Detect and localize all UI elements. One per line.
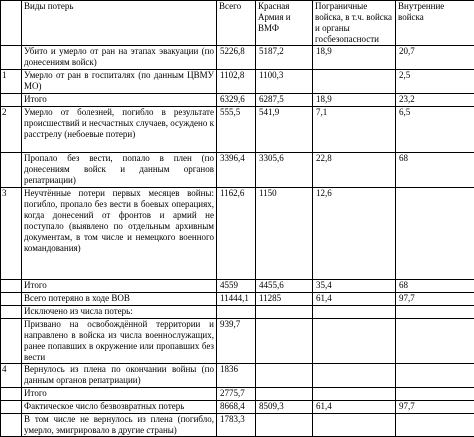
army-cell	[256, 319, 313, 364]
row-label: В том числе не вернулось из плена (погибло, умерло, эмигрировало в другие страны)	[22, 414, 217, 437]
total-cell: 1836	[217, 364, 256, 388]
army-cell: 4455,6	[256, 280, 313, 293]
border-cell: 22,8	[313, 153, 396, 188]
border-cell	[313, 388, 396, 401]
total-cell: 1102,8	[217, 70, 256, 94]
army-cell	[256, 364, 313, 388]
table-row	[1, 364, 474, 388]
table-row	[1, 293, 474, 306]
header-total: Всего	[217, 1, 256, 46]
internal-cell: 97,7	[396, 401, 474, 414]
table-row	[1, 94, 474, 107]
row-label: Фактическое число безвозвратных потерь	[22, 401, 217, 414]
total-cell: 11444,1	[217, 293, 256, 306]
table-row	[1, 153, 474, 188]
total-cell: 1783,3	[217, 414, 256, 437]
row-label: Неучтённые потери первых месяцев войны: погибло, пропало без вести в боевых операциях, когда донесений от фронтов и армий не поступало (выявлено по отдельным архивным документам, в том числе и немецкого военного командования)	[22, 188, 217, 280]
row-index: 1	[1, 70, 22, 94]
row-label: Всего потеряно в ходе ВОВ	[22, 293, 217, 306]
army-cell: 3305,6	[256, 153, 313, 188]
header-row	[1, 1, 474, 46]
row-label: Умерло от болезней, погибло в результате происшествий и несчастных случаев, осуждено к расстрелу (небоевые потери)	[22, 107, 217, 153]
internal-cell: 23,2	[396, 94, 474, 107]
table-row	[1, 188, 474, 280]
row-index	[1, 153, 22, 188]
row-index	[1, 306, 22, 319]
border-cell: 18,9	[313, 94, 396, 107]
table-row	[1, 70, 474, 94]
row-index	[1, 401, 22, 414]
table-row	[1, 107, 474, 153]
internal-cell	[396, 319, 474, 364]
border-cell	[313, 364, 396, 388]
row-label: Итого	[22, 388, 217, 401]
army-cell	[256, 414, 313, 437]
header-army: Красная Армия и ВМФ	[256, 1, 313, 46]
total-cell	[217, 306, 256, 319]
table-row	[1, 388, 474, 401]
row-label: Итого	[22, 280, 217, 293]
internal-cell: 20,7	[396, 46, 474, 70]
total-cell: 5226,8	[217, 46, 256, 70]
army-cell: 6287,5	[256, 94, 313, 107]
border-cell	[313, 414, 396, 437]
row-index	[1, 293, 22, 306]
internal-cell	[396, 388, 474, 401]
army-cell: 11285	[256, 293, 313, 306]
total-cell: 4559	[217, 280, 256, 293]
total-cell: 939,7	[217, 319, 256, 364]
header-border: Пограничные войска, в т.ч. войска и органы госбезопасности	[313, 1, 396, 46]
header-internal: Внутренние войска	[396, 1, 474, 46]
row-label: Умерло от ран в госпиталях (по данным ЦВМУ МО)	[22, 70, 217, 94]
army-cell: 541,9	[256, 107, 313, 153]
internal-cell: 2,5	[396, 70, 474, 94]
total-cell: 2775,7	[217, 388, 256, 401]
row-label: Пропало без вести, попало в плен (по донесениям войск и данным органов репатриации)	[22, 153, 217, 188]
total-cell: 3396,4	[217, 153, 256, 188]
total-cell: 8668,4	[217, 401, 256, 414]
table-row	[1, 280, 474, 293]
row-index	[1, 414, 22, 437]
army-cell	[256, 388, 313, 401]
internal-cell	[396, 188, 474, 280]
table-row	[1, 46, 474, 70]
row-index	[1, 94, 22, 107]
row-index	[1, 280, 22, 293]
internal-cell: 68	[396, 280, 474, 293]
row-index: 4	[1, 364, 22, 388]
border-cell: 61,4	[313, 401, 396, 414]
border-cell	[313, 70, 396, 94]
internal-cell	[396, 306, 474, 319]
row-label: Исключено из числа потерь:	[22, 306, 217, 319]
total-cell: 6329,6	[217, 94, 256, 107]
border-cell: 7,1	[313, 107, 396, 153]
border-cell: 35,4	[313, 280, 396, 293]
table-row	[1, 401, 474, 414]
row-index	[1, 388, 22, 401]
total-cell: 555,5	[217, 107, 256, 153]
table-row	[1, 306, 474, 319]
army-cell: 1100,3	[256, 70, 313, 94]
border-cell: 18,9	[313, 46, 396, 70]
border-cell	[313, 306, 396, 319]
internal-cell: 97,7	[396, 293, 474, 306]
army-cell: 1150	[256, 188, 313, 280]
border-cell: 12,6	[313, 188, 396, 280]
internal-cell: 68	[396, 153, 474, 188]
internal-cell	[396, 414, 474, 437]
border-cell	[313, 319, 396, 364]
internal-cell: 6,5	[396, 107, 474, 153]
header-index-cell	[1, 1, 22, 46]
table-row	[1, 319, 474, 364]
row-index	[1, 319, 22, 364]
row-index: 2	[1, 107, 22, 153]
army-cell: 8509,3	[256, 401, 313, 414]
army-cell	[256, 306, 313, 319]
row-label: Призвано на освобождённой территории и направлено в войска из числа военнослужащих, ранее попавших в окружение или пропавших без вести	[22, 319, 217, 364]
row-index: 3	[1, 188, 22, 280]
total-cell: 1162,6	[217, 188, 256, 280]
row-index	[1, 46, 22, 70]
row-label: Убито и умерло от ран на этапах эвакуации (по донесениям войск)	[22, 46, 217, 70]
border-cell: 61,4	[313, 293, 396, 306]
table-row	[1, 414, 474, 437]
row-label: Итого	[22, 94, 217, 107]
header-types: Виды потерь	[22, 1, 217, 46]
internal-cell	[396, 364, 474, 388]
army-cell: 5187,2	[256, 46, 313, 70]
row-label: Вернулось из плена по окончании войны (по данным органов репатриации)	[22, 364, 217, 388]
